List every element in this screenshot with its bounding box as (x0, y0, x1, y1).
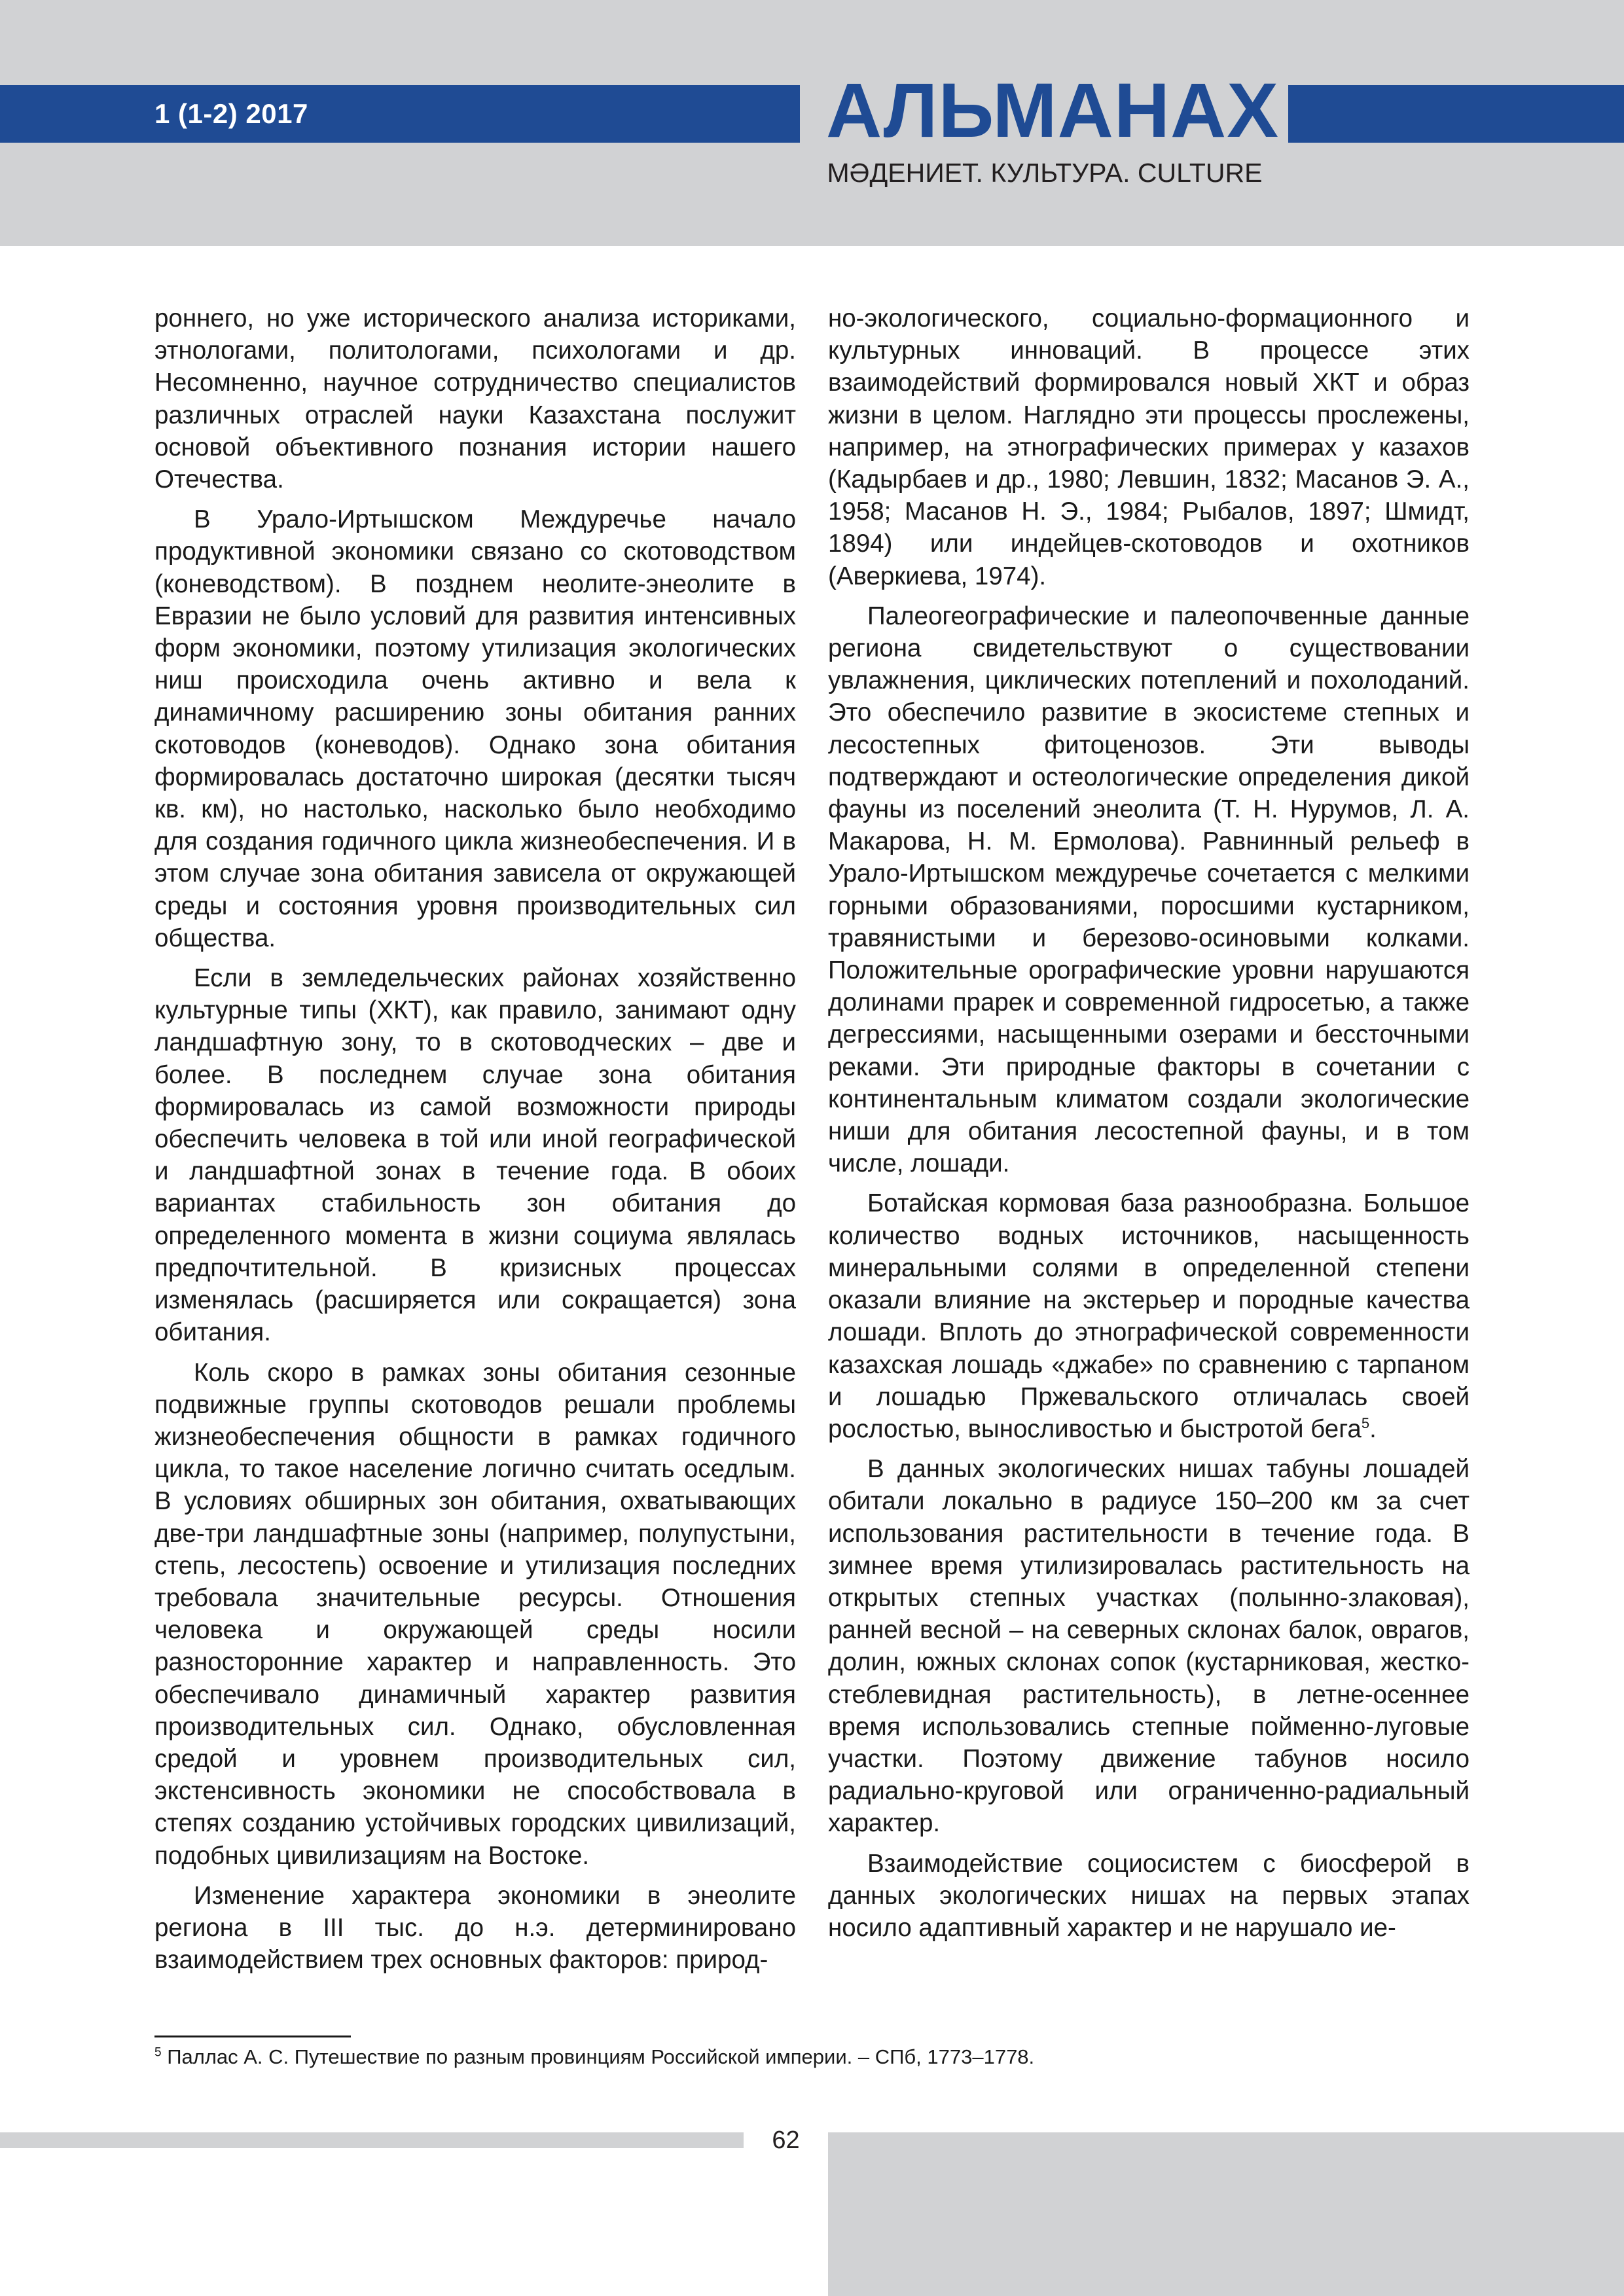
paragraph: Взаимодействие социосистем с биосферой в данных экологических нишах на первых этапах носило адаптивный характер и не нарушало ие- (828, 1849, 1470, 1942)
left-column (154, 302, 796, 1984)
footnote-text: Паллас А. С. Путешествие по разным провинциям Российской империи. – СПб, 1773–1778. (167, 2045, 1035, 2068)
paragraph: роннего, но уже исторического анализа историками, этнологами, политологами, психологами и др. Несомненно, научное сотрудничество специалистов различных отраслей науки Казахстана послужит основой объективного познания истории нашего Отечества. (154, 304, 796, 494)
footer-bar-left (0, 2132, 744, 2148)
paragraph: Палеогеографические и палеопочвенные данные региона свидетельствуют о существовании увлажнения, циклических потеплений и похолоданий. Это обеспечило развитие в экосистеме степных и лесостепных фитоценозов. Эти выводы подтверждают и остеологические определения дикой фауны из поселений энеолита (Т. Н. Нурумов, Л. А. Макарова, Н. М. Ермолова). Равнинный рельеф в Урало-Иртышском междуречье сочетается с мелкими горными образованиями, поросшими кустарником, травянистыми и березово-осиновыми колками. Положительные орографические уровни нарушаются долинами прарек и современной гидросетью, а также дегрессиями, насыщенными озерами и бессточными реками. Эти природные факторы в сочетании с континентальным климатом создали экологические ниши для обитания лесостепной фауны, и в том числе, лошади. (828, 601, 1470, 1178)
paragraph-text: Ботайская кормовая база разнообразна. Большое количество водных источников, насыщенность минеральными солями в определенной степени оказали влияние на экстерьер и породные качества лошади. Вплоть до этнографической современности казахская лошадь «джабе» по сравнению с тарпаном и лошадью Пржевальского отличалась своей рослостью, выносливостью и быстротой бега (828, 1189, 1470, 1443)
footnote (154, 2042, 1464, 2072)
footnote-reference: 5 (1361, 1415, 1370, 1432)
right-column (828, 302, 1470, 1952)
paragraph: Изменение характера экономики в энеолите региона в III тыс. до н.э. детерминировано взаимодействием трех основных факторов: природ- (154, 1881, 796, 1975)
header-accent-bar-left (0, 85, 800, 143)
paragraph: но-экологического, социально-формационного и культурных инноваций. В процессе этих взаимодействий формировался новый ХКТ и образ жизни в целом. Наглядно эти процессы прослежены, например, на этнографических примерах у казахов (Кадырбаев и др., 1980; Левшин, 1832; Масанов Э. А., 1958; Масанов Н. Э., 1984; Рыбалов, 1897; Шмидт, 1894) или индейцев-скотоводов и охотников (Аверкиева, 1974). (828, 304, 1470, 590)
header-accent-bar-right (1288, 85, 1624, 143)
footnote-divider (154, 2036, 351, 2037)
paragraph: В данных экологических нишах табуны лошадей обитали локально в радиусе 150–200 км за счет использования растительности в течение года. В зимнее время утилизировалась растительность на открытых степных участках (полынно-злаковая), ранней весной – на северных склонах балок, оврагов, долин, южных склонах сопок (кустарниковая, жестко-стеблевидная растительность), в летне-осеннее время использовались степные пойменно-луговые участки. Поэтому движение табунов носило радиально-круговой или ограниченно-радиальный характер. (828, 1455, 1470, 1838)
footer-block-right (828, 2132, 1624, 2296)
footnote-marker: 5 (154, 2045, 162, 2060)
journal-subtitle: МӘДЕНИЕТ. КУЛЬТУРА. CULTURE (827, 158, 1263, 188)
paragraph: Коль скоро в рамках зоны обитания сезонные подвижные группы скотоводов решали проблемы жизнеобеспечения общности в рамках годичного цикла, то такое население логично считать оседлым. В условиях обширных зон обитания, охватывающих две-три ландшафтные зоны (например, полупустыни, степь, лесостепь) освоение и утилизация последних требовала значительные ресурсы. Отношения человека и окружающей среды носили разносторонние характер и направленность. Это обеспечивало динамичный характер развития производительных сил. Однако, обусловленная средой и уровнем производительных сил, экстенсивность экономики не способствовала в степях созданию устойчивых городских цивилизаций, подобных цивилизациям на Востоке. (154, 1358, 796, 1870)
page-number: 62 (772, 2126, 800, 2154)
paragraph: В Урало-Иртышском Междуречье начало продуктивной экономики связано со скотоводством (коневодством). В позднем неолите-энеолите в Евразии не было условий для развития интенсивных форм экономики, поэтому утилизация экологических ниш происходила очень активно и вела к динамичному расширению зоны обитания ранних скотоводов (коневодов). Однако зона обитания формировалась достаточно широкая (десятки тысяч кв. км), но настолько, насколько было необходимо для создания годичного цикла жизнеобеспечения. И в этом случае зона обитания зависела от окружающей среды и состояния уровня производительных сил общества. (154, 505, 796, 952)
issue-number: 1 (1-2) 2017 (154, 98, 308, 129)
paragraph: Ботайская кормовая база разнообразна. Большое количество водных источников, насыщенность минеральными солями в определенной степени оказали влияние на экстерьер и породные качества лошади. Вплоть до этнографической современности казахская лошадь «джабе» по сравнению с тарпаном и лошадью Пржевальского отличалась своей рослостью, выносливостью и быстротой бега$^5$. (828, 1189, 1470, 1443)
paragraph: Если в земледельческих районах хозяйственно культурные типы (ХКТ), как правило, занимают одну ландшафтную зону, то в скотоводческих – две и более. В последнем случае зона обитания формировалась из самой возможности природы обеспечить человека в той или иной географической и ландшафтной зонах в течение года. В обоих вариантах стабильность зон обитания до определенного момента в жизни социума являлась предпочтительной. В кризисных процессах изменялась (расширяется или сокращается) зона обитания. (154, 964, 796, 1347)
journal-title: АЛЬМАНАХ (826, 67, 1279, 154)
